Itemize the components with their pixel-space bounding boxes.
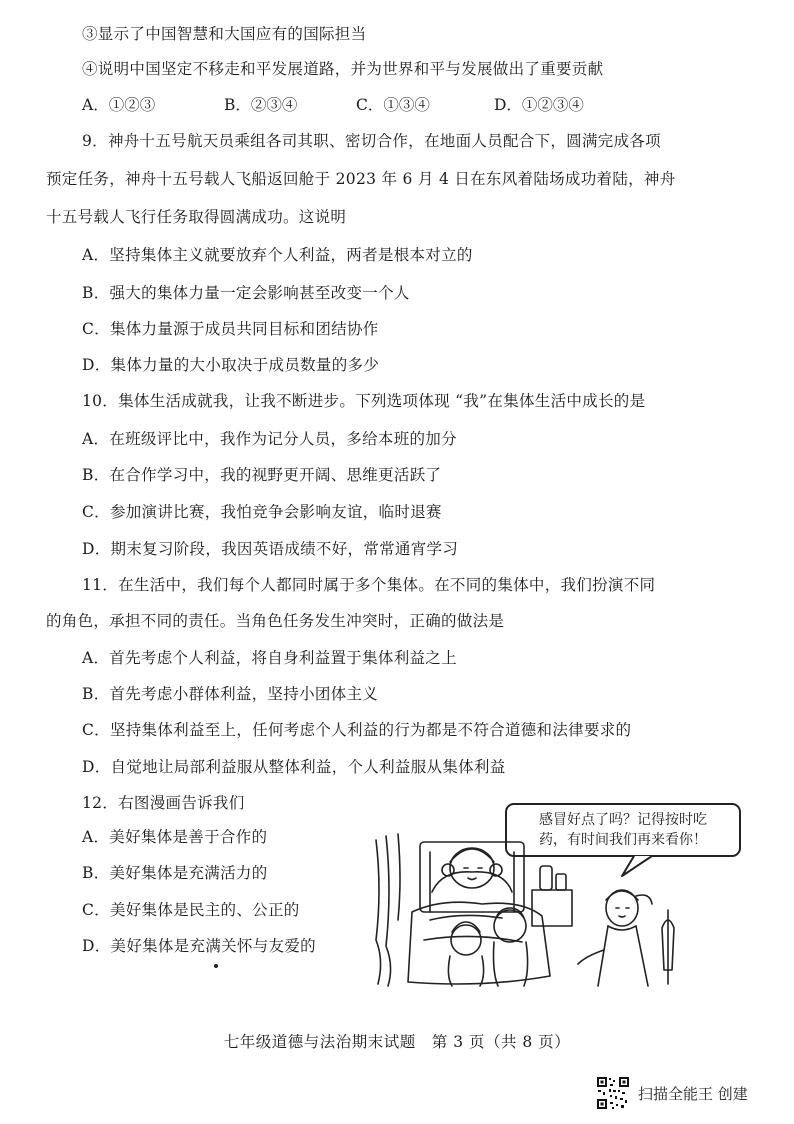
q9-option-a: A．坚持集体主义就要放弃个人利益，两者是根本对立的 (82, 246, 473, 264)
scanner-watermark (596, 1076, 786, 1110)
q9-option-d: D．集体力量的大小取决于成员数量的多少 (82, 356, 380, 374)
q8-item-3: ③显示了中国智慧和大国应有的国际担当 (82, 25, 367, 43)
q12-option-b: B．美好集体是充满活力的 (82, 864, 268, 882)
q10-option-b: B．在合作学习中，我的视野更开阔、思维更活跃了 (82, 466, 442, 484)
cartoon-illustration (372, 800, 750, 988)
q11-stem-line-2: 的角色，承担不同的责任。当角色任务发生冲突时，正确的做法是 (46, 612, 505, 630)
q10-option-a: A．在班级评比中，我作为记分人员，多给本班的加分 (82, 430, 457, 448)
q9-stem-line-1: 9．神舟十五号航天员乘组各司其职、密切合作，在地面人员配合下，圆满完成各项 (82, 132, 661, 150)
q11-option-d: D．自觉地让局部利益服从整体利益，个人利益服从集体利益 (82, 758, 506, 776)
q12-option-c: C．美好集体是民主的、公正的 (82, 901, 300, 919)
q8-item-4: ④说明中国坚定不移走和平发展道路，并为世界和平与发展做出了重要贡献 (82, 60, 604, 78)
scanner-credit: 扫描全能王 创建 (638, 1085, 748, 1103)
q9-stem-line-2: 预定任务，神舟十五号载人飞船返回舱于 2023 年 6 月 4 日在东风着陆场成功着陆，神舟 (46, 170, 676, 188)
q8-option-c: C．①③④ (356, 96, 430, 114)
q12-option-a: A．美好集体是善于合作的 (82, 828, 268, 846)
bubble-line-1: 感冒好点了吗？记得按时吃 (539, 812, 707, 828)
page-footer: 七年级道德与法治期末试题 第 3 页（共 8 页） (223, 1033, 571, 1051)
q12-stem: 12．右图漫画告诉我们 (82, 794, 245, 812)
q9-stem-line-3: 十五号载人飞行任务取得圆满成功。这说明 (46, 208, 347, 226)
q12-option-d: D．美好集体是充满关怀与友爱的 (82, 937, 316, 955)
q11-option-b: B．首先考虑小群体利益，坚持小团体主义 (82, 685, 379, 703)
q8-option-b: B．②③④ (224, 96, 298, 114)
q8-option-a: A．①②③ (82, 96, 156, 114)
stray-dot (214, 964, 218, 968)
q11-stem-line-1: 11．在生活中，我们每个人都同时属于多个集体。在不同的集体中，我们扮演不同 (82, 576, 656, 594)
q9-option-c: C．集体力量源于成员共同目标和团结协作 (82, 320, 379, 338)
qr-code-icon (596, 1076, 630, 1110)
q10-option-c: C．参加演讲比赛，我怕竞争会影响友谊，临时退赛 (82, 503, 442, 521)
bubble-line-2: 药，有时间我们再来看你！ (539, 832, 707, 848)
q10-stem: 10．集体生活成就我，让我不断进步。下列选项体现 “我”在集体生活中成长的是 (82, 392, 646, 410)
q9-option-b: B．强大的集体力量一定会影响甚至改变一个人 (82, 284, 410, 302)
q10-option-d: D．期末复习阶段，我因英语成绩不好，常常通宵学习 (82, 540, 459, 558)
q8-option-d: D．①②③④ (494, 96, 584, 114)
q11-option-c: C．坚持集体利益至上，任何考虑个人利益的行为都是不符合道德和法律要求的 (82, 721, 632, 739)
q11-option-a: A．首先考虑个人利益，将自身利益置于集体利益之上 (82, 649, 457, 667)
